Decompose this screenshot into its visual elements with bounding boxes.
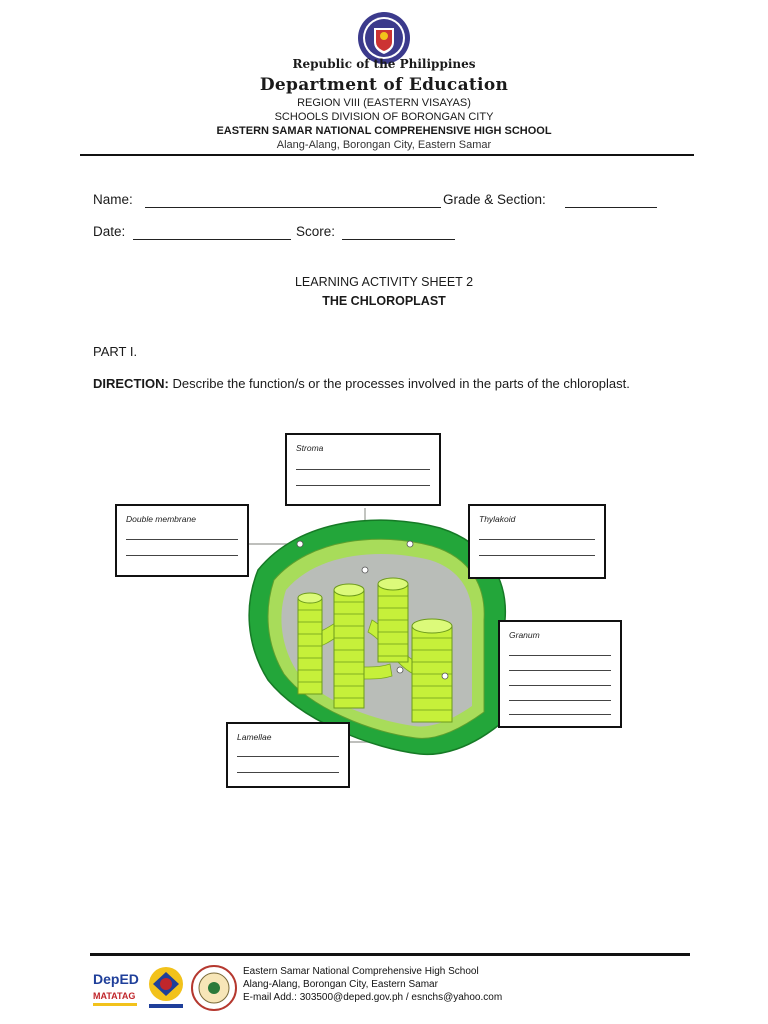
stroma-box <box>285 433 441 506</box>
stroma-label: Stroma <box>296 443 324 453</box>
stroma-answer-line-1[interactable] <box>296 469 430 470</box>
granum-stack-4 <box>412 619 452 722</box>
header-divider <box>80 154 694 156</box>
score-label: Score: <box>296 224 336 239</box>
republic-heading: Republic of the Philippines <box>292 57 476 71</box>
granum-box <box>498 620 622 728</box>
name-field[interactable] <box>145 207 441 208</box>
granum-answer-line-2[interactable] <box>509 670 611 671</box>
svg-text:DepED: DepED <box>93 971 139 987</box>
footer-school-name: Eastern Samar National Comprehensive High School <box>243 966 479 977</box>
thylakoid-answer-line-2[interactable] <box>479 555 595 556</box>
granum-answer-line-4[interactable] <box>509 700 611 701</box>
score-field[interactable] <box>342 239 455 240</box>
school-address: Alang-Alang, Borongan City, Eastern Samar <box>276 139 492 151</box>
grade-section-label: Grade & Section: <box>443 192 546 207</box>
direction-text: Describe the function/s or the processes involved in the parts of the chloroplast. <box>168 376 630 391</box>
double-membrane-box <box>115 504 249 577</box>
bagong-pilipinas-logo <box>145 964 187 1012</box>
region-line: REGION VIII (EASTERN VISAYAS) <box>297 97 471 109</box>
lamellae-answer-line-1[interactable] <box>237 756 339 757</box>
school-name: EASTERN SAMAR NATIONAL COMPREHENSIVE HIGH SCHOOL <box>216 125 552 137</box>
granum-label: Granum <box>509 630 540 640</box>
thylakoid-box <box>468 504 606 579</box>
footer-address: Alang-Alang, Borongan City, Eastern Samar <box>243 979 438 990</box>
part-label: PART I. <box>93 344 138 359</box>
thylakoid-answer-line-1[interactable] <box>479 539 595 540</box>
date-field[interactable] <box>133 239 291 240</box>
granum-stack-1 <box>298 593 322 694</box>
deped-matatag-logo <box>90 966 140 1012</box>
double-membrane-answer-line-1[interactable] <box>126 539 238 540</box>
school-seal-logo <box>190 964 238 1012</box>
stroma-answer-line-2[interactable] <box>296 485 430 486</box>
double-membrane-answer-line-2[interactable] <box>126 555 238 556</box>
direction-label: DIRECTION: <box>93 376 169 391</box>
lamellae-answer-line-2[interactable] <box>237 772 339 773</box>
double-membrane-label: Double membrane <box>126 514 196 524</box>
granum-answer-line-3[interactable] <box>509 685 611 686</box>
footer-email[interactable]: E-mail Add.: 303500@deped.gov.ph / esnchs@yahoo.com <box>243 992 503 1003</box>
granum-answer-line-5[interactable] <box>509 714 611 715</box>
direction-paragraph <box>93 374 675 393</box>
thylakoid-label: Thylakoid <box>479 514 516 524</box>
grade-section-field[interactable] <box>565 207 657 208</box>
sheet-title: LEARNING ACTIVITY SHEET 2 <box>294 275 474 289</box>
lamellae-box <box>226 722 350 788</box>
footer-divider <box>90 953 690 956</box>
topic-title: THE CHLOROPLAST <box>322 294 446 308</box>
name-label: Name: <box>93 192 133 207</box>
department-heading: Department of Education <box>259 75 509 95</box>
division-line: SCHOOLS DIVISION OF BORONGAN CITY <box>274 111 494 123</box>
lamellae-label: Lamellae <box>237 732 272 742</box>
svg-text:MATATAG: MATATAG <box>93 991 136 1001</box>
date-label: Date: <box>93 224 126 239</box>
granum-stack-2 <box>334 584 364 708</box>
granum-answer-line-1[interactable] <box>509 655 611 656</box>
